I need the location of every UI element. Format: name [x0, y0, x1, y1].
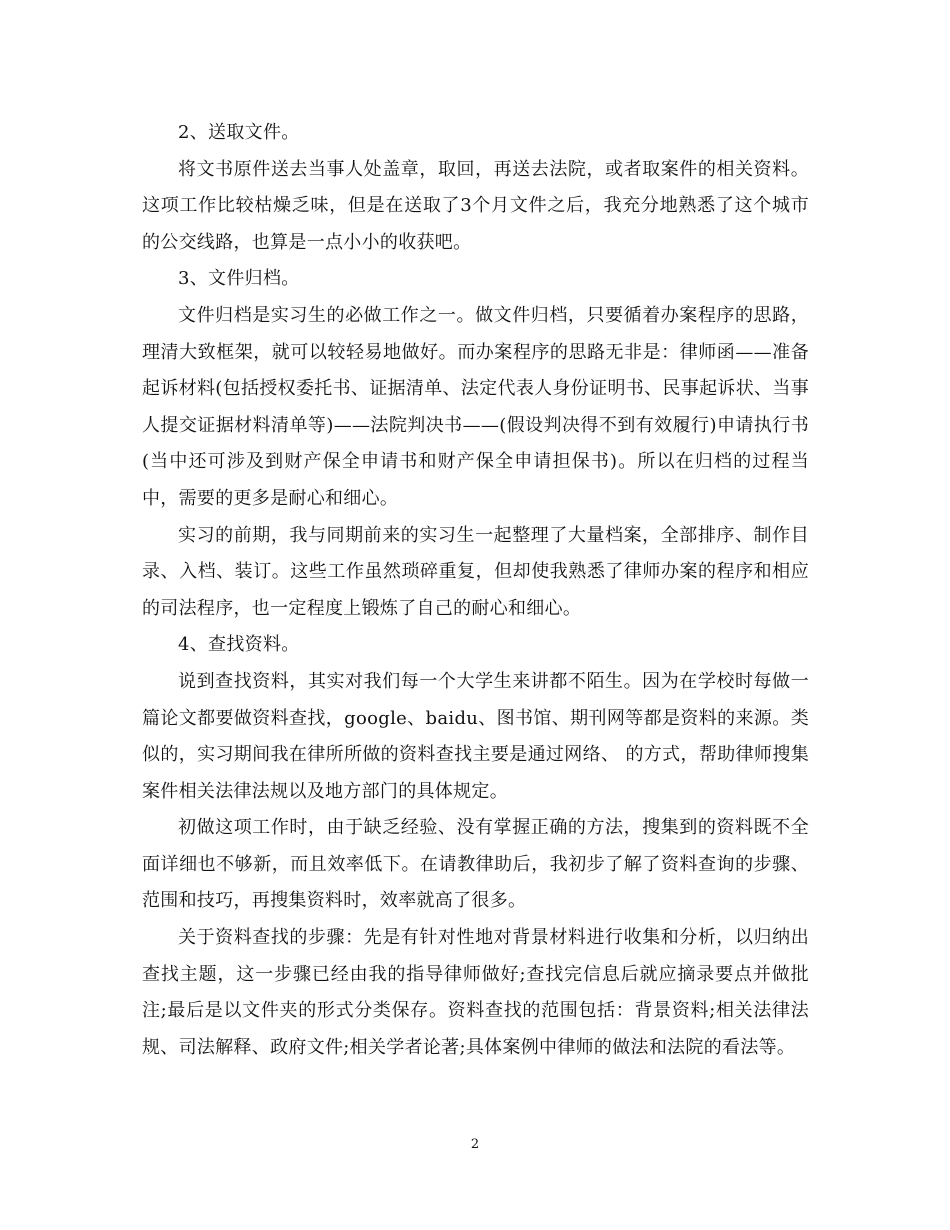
paragraph-research-intro: 说到查找资料，其实对我们每一个大学生来讲都不陌生。因为在学校时每做一篇论文都要做资料查找，google、baidu、图书馆、期刊网等都是资料的来源。类似的，实习期间我在律所所做的资料查找主要是通过网络、 的方式，帮助律师搜集案件相关法律法规以及地方部门的具体规定。 [142, 670, 809, 802]
document-body [142, 115, 809, 1066]
paragraph-research-steps: 关于资料查找的步骤：先是有针对性地对背景材料进行收集和分析，以归纳出查找主题，这一步骤已经由我的指导律师做好;查找完信息后就应摘录要点并做批注;最后是以文件夹的形式分类保存。资料查找的范围包括：背景资料;相关法律法规、司法解释、政府文件;相关学者论著;具体案例中律师的做法和法院的看法等。 [142, 927, 809, 1058]
paragraph-send-documents: 将文书原件送去当事人处盖章，取回，再送去法院，或者取案件的相关资料。这项工作比较枯燥乏味，但是在送取了3个月文件之后，我充分地熟悉了这个城市的公交线路，也算是一点小小的收获吧。 [142, 158, 809, 253]
section-heading-send-documents: 2、送取文件。 [178, 122, 300, 143]
paragraph-internship-early-stage: 实习的前期，我与同期前来的实习生一起整理了大量档案，全部排序、制作目录、入档、装订。这些工作虽然琐碎重复，但却使我熟悉了律师办案的程序和相应的司法程序，也一定程度上锻炼了自己的耐心和细心。 [142, 524, 809, 619]
section-heading-research: 4、查找资料。 [178, 634, 300, 656]
section-heading-file-archiving: 3、文件归档。 [178, 268, 300, 290]
page-number: 2 [470, 1137, 480, 1152]
paragraph-file-archiving: 文件归档是实习生的必做工作之一。做文件归档，只要循着办案程序的思路，理清大致框架，就可以较轻易地做好。而办案程序的思路无非是：律师函——准备起诉材料(包括授权委托书、证据清单、法定代表人身份证明书、民事起诉状、当事人提交证据材料清单等)——法院判决书——(假设判决得不到有效履行)申请执行书(当中还可涉及到财产保全申请书和财产保全申请担保书)。所以在归档的过程当中，需要的更多是耐心和细心。 [142, 304, 809, 509]
paragraph-research-first-attempt: 初做这项工作时，由于缺乏经验、没有掌握正确的方法，搜集到的资料既不全面详细也不够新，而且效率低下。在请教律助后，我初步了解了资料查询的步骤、范围和技巧，再搜集资料时，效率就高了很多。 [142, 817, 809, 912]
